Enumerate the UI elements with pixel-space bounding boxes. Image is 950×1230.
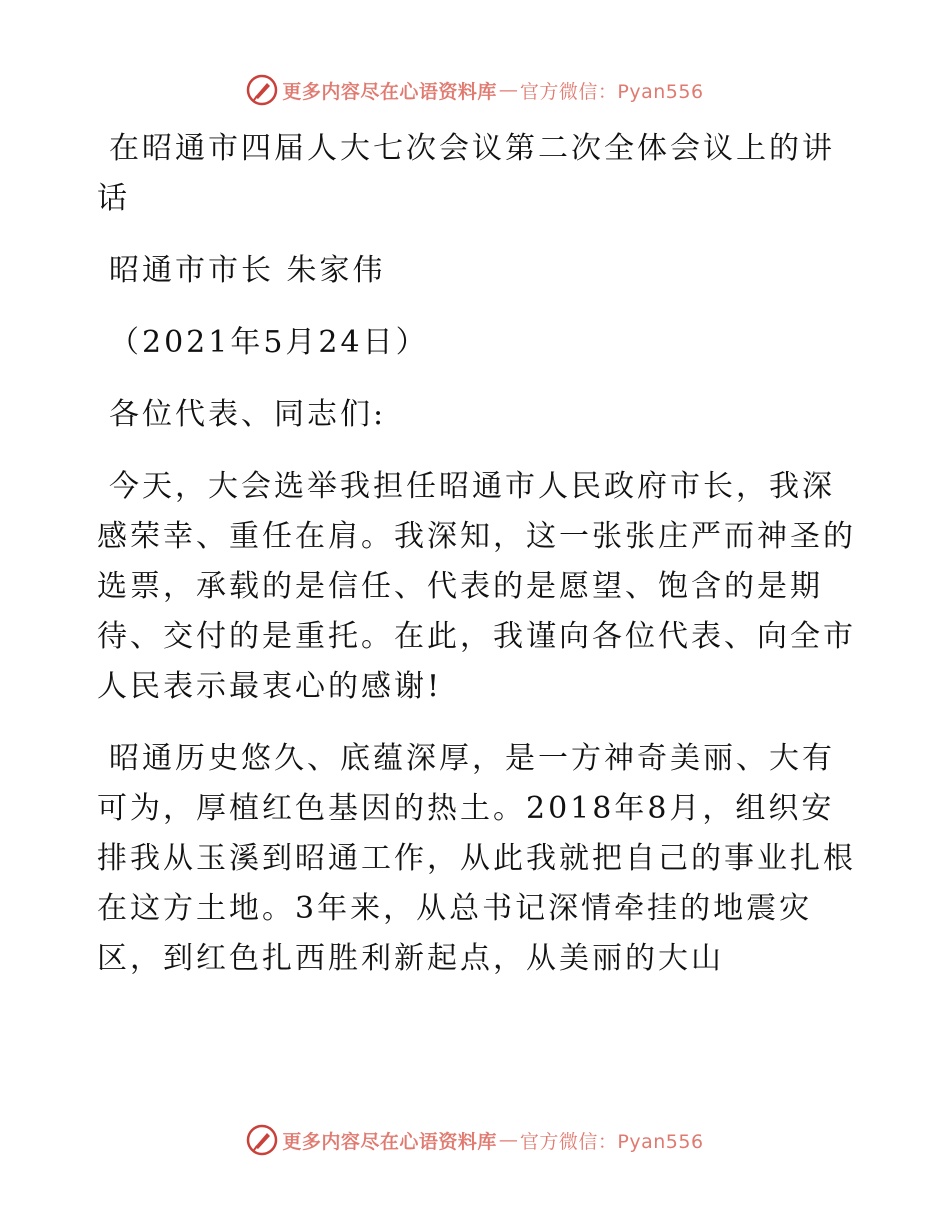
document-body — [97, 124, 867, 1006]
watermark-wechat: 官方微信：Pyan556 — [519, 1130, 704, 1153]
paragraph: 昭通历史悠久、底蕴深厚，是一方神奇美丽、大有可为，厚植红色基因的热土。2018年8月，组织安排我从玉溪到昭通工作，从此我就把自己的事业扎根在这方土地。3年来，从总书记深情牵挂的地震灾区，到红色扎西胜利新起点，从美丽的大山 — [97, 741, 856, 976]
document-title: 在昭通市四届人大七次会议第二次全体会议上的讲话 — [97, 131, 835, 216]
quill-logo-icon — [246, 1124, 278, 1156]
header-watermark — [0, 73, 950, 107]
document-author: 昭通市市长 朱家伟 — [109, 253, 386, 288]
document-salutation: 各位代表、同志们: — [109, 397, 387, 432]
watermark-brand: 更多内容尽在心语资料库 — [282, 80, 497, 103]
quill-logo-icon — [246, 74, 278, 106]
watermark-separator: — — [498, 1129, 518, 1151]
footer-watermark — [0, 1123, 950, 1157]
watermark-wechat: 官方微信：Pyan556 — [519, 80, 704, 103]
watermark-separator: — — [498, 79, 518, 101]
watermark-brand: 更多内容尽在心语资料库 — [282, 1130, 497, 1153]
document-date: （2021年5月24日） — [109, 325, 429, 360]
paragraph: 今天，大会选举我担任昭通市人民政府市长，我深感荣幸、重任在肩。我深知，这一张张庄严而神圣的选票，承载的是信任、代表的是愿望、饱含的是期待、交付的是重托。在此，我谨向各位代表、向全市人民表示最衷心的感谢! — [97, 469, 856, 704]
